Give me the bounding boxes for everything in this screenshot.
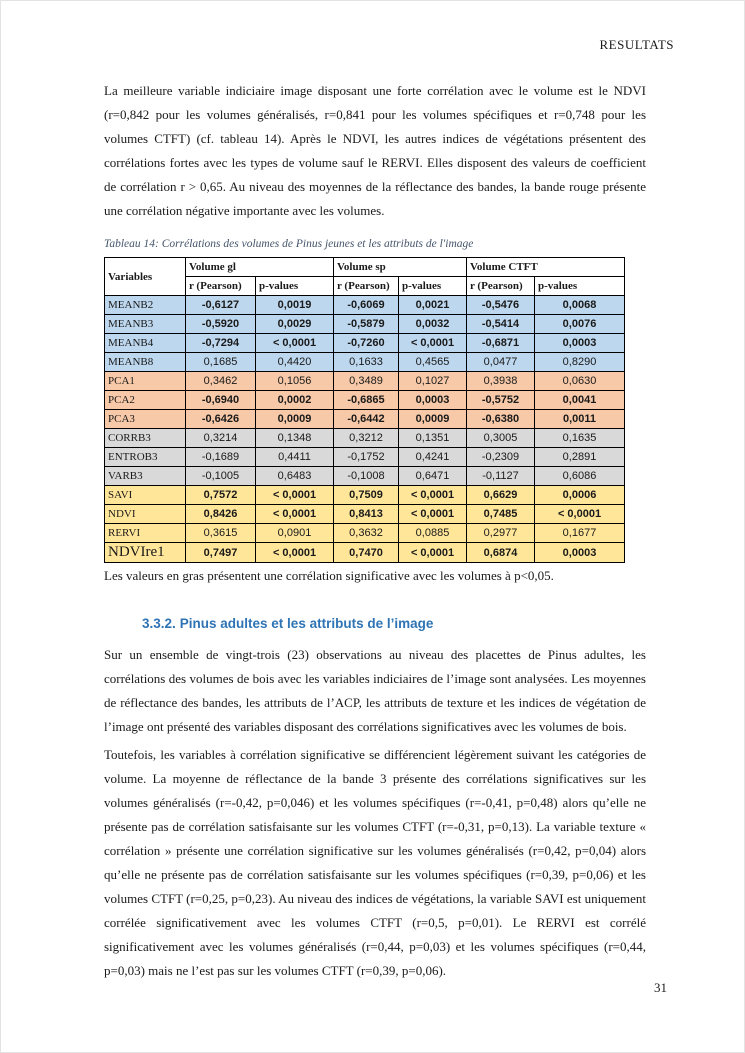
section-number: 3.3.2. bbox=[142, 616, 176, 631]
value-cell: 0,1685 bbox=[186, 353, 256, 372]
value-cell: -0,5414 bbox=[467, 315, 535, 334]
value-cell: 0,3938 bbox=[467, 372, 535, 391]
value-cell: < 0,0001 bbox=[399, 334, 467, 353]
value-cell: 0,6086 bbox=[535, 467, 625, 486]
value-cell: 0,0003 bbox=[535, 334, 625, 353]
value-cell: 0,3615 bbox=[186, 524, 256, 543]
value-cell: < 0,0001 bbox=[535, 505, 625, 524]
value-cell: 0,0002 bbox=[256, 391, 334, 410]
value-cell: < 0,0001 bbox=[256, 334, 334, 353]
value-cell: -0,6380 bbox=[467, 410, 535, 429]
value-cell: 0,0477 bbox=[467, 353, 535, 372]
value-cell: 0,0019 bbox=[256, 296, 334, 315]
variable-cell: PCA3 bbox=[105, 410, 186, 429]
value-cell: -0,6426 bbox=[186, 410, 256, 429]
value-cell: 0,3632 bbox=[334, 524, 399, 543]
table-row bbox=[105, 353, 625, 372]
value-cell: -0,7294 bbox=[186, 334, 256, 353]
value-cell: -0,6069 bbox=[334, 296, 399, 315]
value-cell: -0,1127 bbox=[467, 467, 535, 486]
table-row bbox=[105, 429, 625, 448]
value-cell: 0,0003 bbox=[399, 391, 467, 410]
value-cell: < 0,0001 bbox=[256, 486, 334, 505]
page-number: 31 bbox=[654, 980, 667, 995]
value-cell: < 0,0001 bbox=[399, 505, 467, 524]
value-cell: -0,5476 bbox=[467, 296, 535, 315]
volume-sp-header-cell: Volume sp bbox=[334, 258, 467, 277]
value-cell: 0,4420 bbox=[256, 353, 334, 372]
value-cell: 0,0021 bbox=[399, 296, 467, 315]
value-cell: -0,6865 bbox=[334, 391, 399, 410]
table-row bbox=[105, 315, 625, 334]
value-cell: < 0,0001 bbox=[256, 543, 334, 563]
value-cell: -0,1689 bbox=[186, 448, 256, 467]
value-cell: 0,1635 bbox=[535, 429, 625, 448]
value-cell: 0,0003 bbox=[535, 543, 625, 563]
value-cell: 0,3212 bbox=[334, 429, 399, 448]
table-row bbox=[105, 467, 625, 486]
table-row bbox=[105, 372, 625, 391]
value-cell: 0,0009 bbox=[399, 410, 467, 429]
value-cell: -0,5752 bbox=[467, 391, 535, 410]
table-group-header-row bbox=[105, 258, 625, 277]
page-content bbox=[104, 79, 646, 983]
value-cell: 0,0068 bbox=[535, 296, 625, 315]
value-cell: 0,4411 bbox=[256, 448, 334, 467]
volume-ctft-header-cell: Volume CTFT bbox=[467, 258, 625, 277]
table-row bbox=[105, 543, 625, 563]
table-row bbox=[105, 486, 625, 505]
variable-cell: CORRB3 bbox=[105, 429, 186, 448]
subheader-cell: p-values bbox=[256, 277, 334, 296]
table-row bbox=[105, 524, 625, 543]
value-cell: 0,0032 bbox=[399, 315, 467, 334]
value-cell: 0,0041 bbox=[535, 391, 625, 410]
value-cell: 0,0076 bbox=[535, 315, 625, 334]
value-cell: 0,3462 bbox=[186, 372, 256, 391]
section-paragraph-1: Sur un ensemble de vingt-trois (23) observations au niveau des placettes de Pinus adultes, les corrélations des volumes de bois avec les variables indiciaires de l’image sont analysées. Les moyennes de réflectance des bandes, les attributs de l’ACP, les attributs de texture et les indices de végétation de l’image ont présenté des variables disposant des corrélations significatives avec les volumes de bois. bbox=[104, 647, 646, 734]
subheader-cell: p-values bbox=[535, 277, 625, 296]
value-cell: 0,7470 bbox=[334, 543, 399, 563]
value-cell: 0,0006 bbox=[535, 486, 625, 505]
section-heading bbox=[142, 616, 646, 631]
variable-cell: ENTROB3 bbox=[105, 448, 186, 467]
value-cell: 0,8426 bbox=[186, 505, 256, 524]
variable-cell: VARB3 bbox=[105, 467, 186, 486]
variable-cell: NDVI bbox=[105, 505, 186, 524]
running-header: RESULTATS bbox=[599, 37, 674, 52]
value-cell: -0,6442 bbox=[334, 410, 399, 429]
value-cell: 0,0630 bbox=[535, 372, 625, 391]
value-cell: 0,1027 bbox=[399, 372, 467, 391]
variable-cell: MEANB2 bbox=[105, 296, 186, 315]
volume-gl-header-cell: Volume gl bbox=[186, 258, 334, 277]
value-cell: 0,0029 bbox=[256, 315, 334, 334]
value-cell: 0,0901 bbox=[256, 524, 334, 543]
value-cell: < 0,0001 bbox=[399, 486, 467, 505]
value-cell: -0,1008 bbox=[334, 467, 399, 486]
value-cell: -0,6871 bbox=[467, 334, 535, 353]
value-cell: 0,6483 bbox=[256, 467, 334, 486]
table-row bbox=[105, 391, 625, 410]
value-cell: 0,7497 bbox=[186, 543, 256, 563]
value-cell: 0,8290 bbox=[535, 353, 625, 372]
value-cell: -0,1005 bbox=[186, 467, 256, 486]
table-row bbox=[105, 296, 625, 315]
section-title: Pinus adultes et les attributs de l’image bbox=[179, 616, 434, 631]
value-cell: -0,6127 bbox=[186, 296, 256, 315]
table-row bbox=[105, 334, 625, 353]
variable-cell: PCA1 bbox=[105, 372, 186, 391]
value-cell: 0,3489 bbox=[334, 372, 399, 391]
variable-cell: PCA2 bbox=[105, 391, 186, 410]
variable-cell: NDVIre1 bbox=[105, 543, 186, 563]
variable-cell: MEANB3 bbox=[105, 315, 186, 334]
value-cell: 0,1633 bbox=[334, 353, 399, 372]
variables-header-cell: Variables bbox=[105, 258, 186, 296]
value-cell: -0,5879 bbox=[334, 315, 399, 334]
value-cell: 0,4565 bbox=[399, 353, 467, 372]
table-row bbox=[105, 448, 625, 467]
value-cell: 0,0009 bbox=[256, 410, 334, 429]
subheader-cell: p-values bbox=[399, 277, 467, 296]
value-cell: < 0,0001 bbox=[256, 505, 334, 524]
value-cell: 0,2977 bbox=[467, 524, 535, 543]
table-caption: Tableau 14: Corrélations des volumes de Pinus jeunes et les attributs de l'image bbox=[104, 238, 474, 250]
value-cell: -0,2309 bbox=[467, 448, 535, 467]
correlation-table bbox=[104, 257, 625, 563]
table-note: Les valeurs en gras présentent une corrélation significative avec les volumes à p<0,05. bbox=[104, 568, 554, 583]
value-cell: 0,6471 bbox=[399, 467, 467, 486]
value-cell: -0,7260 bbox=[334, 334, 399, 353]
subheader-cell: r (Pearson) bbox=[334, 277, 399, 296]
value-cell: 0,3005 bbox=[467, 429, 535, 448]
value-cell: 0,3214 bbox=[186, 429, 256, 448]
value-cell: 0,7572 bbox=[186, 486, 256, 505]
value-cell: 0,6874 bbox=[467, 543, 535, 563]
variable-cell: RERVI bbox=[105, 524, 186, 543]
value-cell: 0,7509 bbox=[334, 486, 399, 505]
value-cell: 0,2891 bbox=[535, 448, 625, 467]
variable-cell: SAVI bbox=[105, 486, 186, 505]
subheader-cell: r (Pearson) bbox=[186, 277, 256, 296]
subheader-cell: r (Pearson) bbox=[467, 277, 535, 296]
value-cell: 0,7485 bbox=[467, 505, 535, 524]
table-row bbox=[105, 410, 625, 429]
value-cell: 0,4241 bbox=[399, 448, 467, 467]
value-cell: 0,1348 bbox=[256, 429, 334, 448]
table-row bbox=[105, 505, 625, 524]
variable-cell: MEANB8 bbox=[105, 353, 186, 372]
value-cell: -0,6940 bbox=[186, 391, 256, 410]
value-cell: 0,6629 bbox=[467, 486, 535, 505]
value-cell: -0,5920 bbox=[186, 315, 256, 334]
value-cell: 0,0885 bbox=[399, 524, 467, 543]
value-cell: 0,1056 bbox=[256, 372, 334, 391]
value-cell: < 0,0001 bbox=[399, 543, 467, 563]
value-cell: 0,8413 bbox=[334, 505, 399, 524]
section-paragraph-2: Toutefois, les variables à corrélation significative se différencient légèrement suivant les catégories de volume. La moyenne de réflectance de la bande 3 présente des corrélations significatives sur les volumes généralisés (r=-0,42, p=0,046) et les volumes spécifiques (r=-0,41, p=0,48) alors qu’elle ne présente pas de corrélation satisfaisante sur les volumes CTFT (r=-0,31, p=0,13). La variable texture « corrélation » présente une corrélation significative sur les volumes généralisés (r=0,42, p=0,04) alors qu’elle ne présente pas de corrélation satisfaisante sur les volumes spécifiques (r=0,39, p=0,06) et les volumes CTFT (r=0,25, p=0,23). Au niveau des indices de végétations, la variable SAVI est uniquement corrélée significativement avec les volumes CTFT (r=0,5, p=0,01). Le RERVI est corrélé significativement avec les volumes généralisés (r=0,44, p=0,03) et les volumes spécifiques (r=0,44, p=0,03) mais ne l’est pas sur les volumes CTFT (r=0,39, p=0,06). bbox=[104, 747, 646, 978]
intro-paragraph: La meilleure variable indiciaire image disposant une forte corrélation avec le volume est le NDVI (r=0,842 pour les volumes généralisés, r=0,841 pour les volumes spécifiques et r=0,748 pour les volumes CTFT) (cf. tableau 14). Après le NDVI, les autres indices de végétations présentent des corrélations fortes avec les types de volume sauf le RERVI. Elles disposent des valeurs de coefficient de corrélation r > 0,65. Au niveau des moyennes de la réflectance des bandes, la bande rouge présente une corrélation négative importante avec les volumes. bbox=[104, 83, 646, 218]
value-cell: -0,1752 bbox=[334, 448, 399, 467]
value-cell: 0,1677 bbox=[535, 524, 625, 543]
variable-cell: MEANB4 bbox=[105, 334, 186, 353]
value-cell: 0,0011 bbox=[535, 410, 625, 429]
value-cell: 0,1351 bbox=[399, 429, 467, 448]
